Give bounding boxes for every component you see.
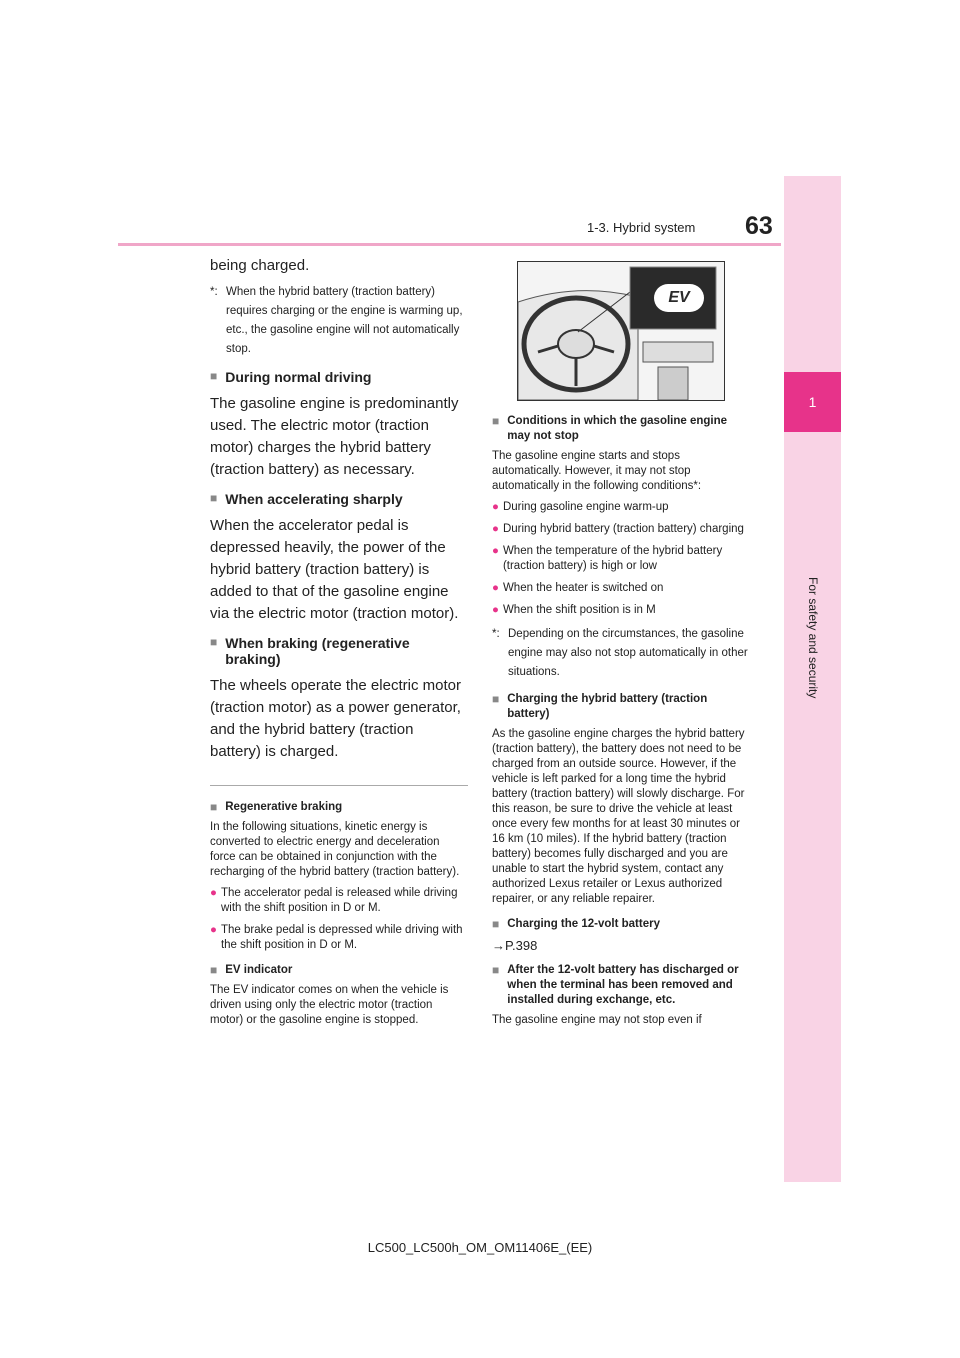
paragraph-braking: The wheels operate the electric motor (traction motor) as a power generator, and the hybrid battery (traction battery) is charged.: [210, 677, 461, 760]
heading-accelerating: ■ When accelerating sharply: [210, 491, 403, 507]
divider: [210, 785, 468, 786]
subheading-after-discharge: ■ After the 12-volt battery has discharged or when the terminal has been removed and installed during exchange, etc.: [492, 963, 739, 1006]
bullet-icon: ●: [210, 887, 217, 899]
footnote-text: Depending on the circumstances, the gasoline engine may also not stop automatically in other situations.: [508, 628, 748, 678]
square-icon: ■: [210, 491, 218, 505]
square-icon: ■: [210, 800, 218, 814]
list-item: ● When the shift position is in M: [492, 604, 656, 616]
square-icon: ■: [210, 963, 218, 977]
list-item: ● The accelerator pedal is released while driving with the shift position in D or M.: [210, 887, 458, 914]
paragraph-normal-driving: The gasoline engine is predominantly used. The electric motor (traction motor) charges the hybrid battery (traction battery) as necessary.: [210, 395, 459, 478]
heading-normal-driving: ■ During normal driving: [210, 369, 372, 385]
chapter-number: 1: [784, 372, 841, 432]
square-icon: ■: [210, 369, 218, 383]
bullet-icon: ●: [492, 523, 499, 535]
ev-indicator-icon: EV: [654, 284, 704, 312]
subheading-regenerative: ■ Regenerative braking: [210, 800, 343, 814]
list-item: ● The brake pedal is depressed while driving with the shift position in D or M.: [210, 924, 463, 951]
list-item: ● When the heater is switched on: [492, 582, 664, 594]
list-item: ● During hybrid battery (traction battery) charging: [492, 523, 744, 535]
list-item: ● When the temperature of the hybrid battery (traction battery) is high or low: [492, 545, 723, 572]
subheading-12v: ■ Charging the 12-volt battery: [492, 917, 660, 931]
page-number: 63: [745, 212, 773, 240]
footnote-text: When the hybrid battery (traction battery) requires charging or the engine is warming up, etc., the gasoline engine will not automatically stop.: [226, 286, 463, 355]
footnote-mark: *:: [210, 286, 218, 298]
bullet-icon: ●: [492, 582, 499, 594]
subheading-not-stop: ■ Conditions in which the gasoline engine may not stop: [492, 414, 728, 442]
bullet-icon: ●: [492, 604, 499, 616]
bullet-icon: ●: [210, 924, 217, 936]
footnote-mark: *:: [492, 628, 500, 640]
section-title: 1-3. Hybrid system: [587, 220, 696, 235]
text-regenerative: In the following situations, kinetic energy is converted to electric energy and deceleration force can be obtained in conjunction with the recharging of the hybrid battery (traction battery).: [210, 821, 460, 878]
list-item: ● During gasoline engine warm-up: [492, 501, 669, 513]
square-icon: ■: [492, 963, 500, 977]
chapter-label: [806, 577, 820, 637]
square-icon: ■: [492, 414, 500, 428]
bullet-icon: ●: [492, 501, 499, 513]
subheading-charging-hybrid: ■ Charging the hybrid battery (traction battery): [492, 692, 708, 720]
footnote: [210, 283, 468, 359]
square-icon: ■: [210, 635, 218, 649]
intro-text: being charged.: [210, 257, 310, 274]
text-after-discharge: The gasoline engine may not stop even if: [492, 1014, 702, 1026]
square-icon: ■: [492, 917, 500, 931]
dashboard-illustration: [517, 261, 725, 401]
subheading-ev-indicator: ■ EV indicator: [210, 963, 293, 977]
header-rule: [118, 243, 781, 246]
heading-braking: ■ When braking (regenerative braking): [210, 635, 410, 667]
footnote: [492, 625, 750, 682]
left-column: [210, 255, 468, 1034]
bullet-icon: ●: [492, 545, 499, 557]
text-ev-indicator: The EV indicator comes on when the vehicle is driven using only the electric motor (traction motor) or the gasoline engine is stopped.: [210, 984, 449, 1026]
text-not-stop: The gasoline engine starts and stops automatically. However, it may not stop automatically in the following conditions*:: [492, 450, 702, 492]
dashboard-drawing: [518, 262, 724, 400]
text-charging-hybrid: As the gasoline engine charges the hybrid battery (traction battery), the battery does not need to be charged from an outside source. However, if the vehicle is left parked for a long time the hybrid battery (traction battery) will slowly discharge. For this reason, be sure to drive the vehicle at least once every few months for at least 30 minutes or 16 km (10 miles). If the hybrid battery (traction battery) becomes fully discharged and you are unable to start the hybrid system, contact any authorized Lexus retailer or Lexus authorized repairer, or any reliable repairer.: [492, 728, 745, 905]
right-column: [492, 404, 750, 1034]
page-reference-link[interactable]: →P.398: [492, 938, 538, 953]
square-icon: ■: [492, 692, 500, 706]
paragraph-accelerating: When the accelerator pedal is depressed heavily, the power of the hybrid battery (traction battery) is added to that of the gasoline engine via the electric motor (traction motor).: [210, 517, 459, 622]
document-code: LC500_LC500h_OM_OM11406E_(EE): [367, 1240, 593, 1255]
